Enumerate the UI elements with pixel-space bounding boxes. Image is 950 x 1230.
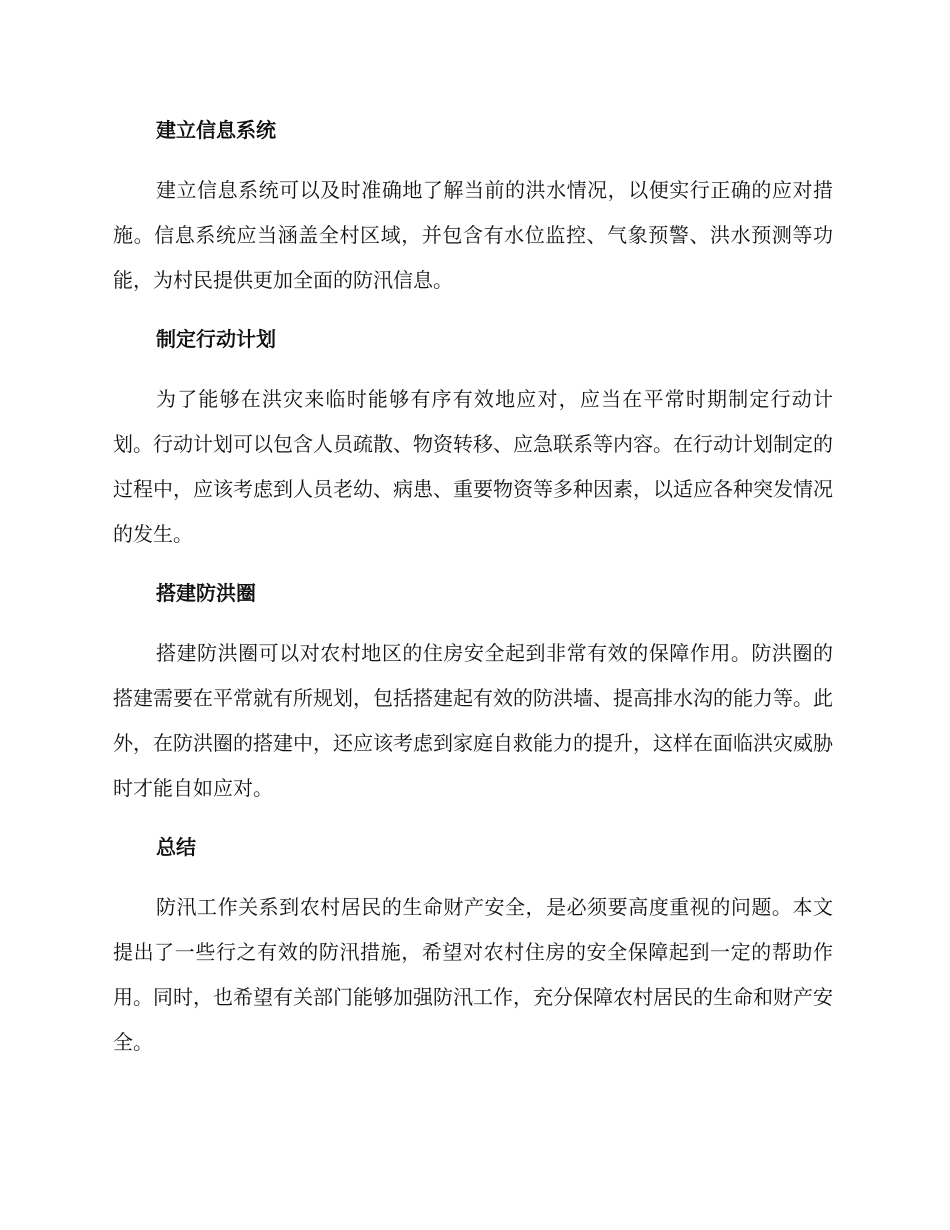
section-body-action-plan: 为了能够在洪灾来临时能够有序有效地应对，应当在平常时期制定行动计划。行动计划可以包含人员疏散、物资转移、应急联系等内容。在行动计划制定的过程中，应该考虑到人员老幼、病患、重要物资等多种因素，以适应各种突发情况的发生。 xyxy=(113,387,833,546)
section-heading-info-system: 建立信息系统 xyxy=(156,118,276,142)
section-heading-flood-ring: 搭建防洪圈 xyxy=(156,581,256,605)
section-heading-summary: 总结 xyxy=(156,835,196,859)
section-body-summary: 防汛工作关系到农村居民的生命财产安全，是必须要高度重视的问题。本文提出了一些行之有效的防汛措施，希望对农村住房的安全保障起到一定的帮助作用。同时，也希望有关部门能够加强防汛工作，充分保障农村居民的生命和财产安全。 xyxy=(113,895,833,1054)
section-body-info-system: 建立信息系统可以及时准确地了解当前的洪水情况，以便实行正确的应对措施。信息系统应当涵盖全村区域，并包含有水位监控、气象预警、洪水预测等功能，为村民提供更加全面的防汛信息。 xyxy=(113,178,833,292)
section-heading-action-plan: 制定行动计划 xyxy=(156,327,276,351)
section-body-flood-ring: 搭建防洪圈可以对农村地区的住房安全起到非常有效的保障作用。防洪圈的搭建需要在平常就有所规划，包括搭建起有效的防洪墙、提高排水沟的能力等。此外，在防洪圈的搭建中，还应该考虑到家庭自救能力的提升，这样在面临洪灾威胁时才能自如应对。 xyxy=(113,641,833,800)
document-page xyxy=(113,108,833,1065)
